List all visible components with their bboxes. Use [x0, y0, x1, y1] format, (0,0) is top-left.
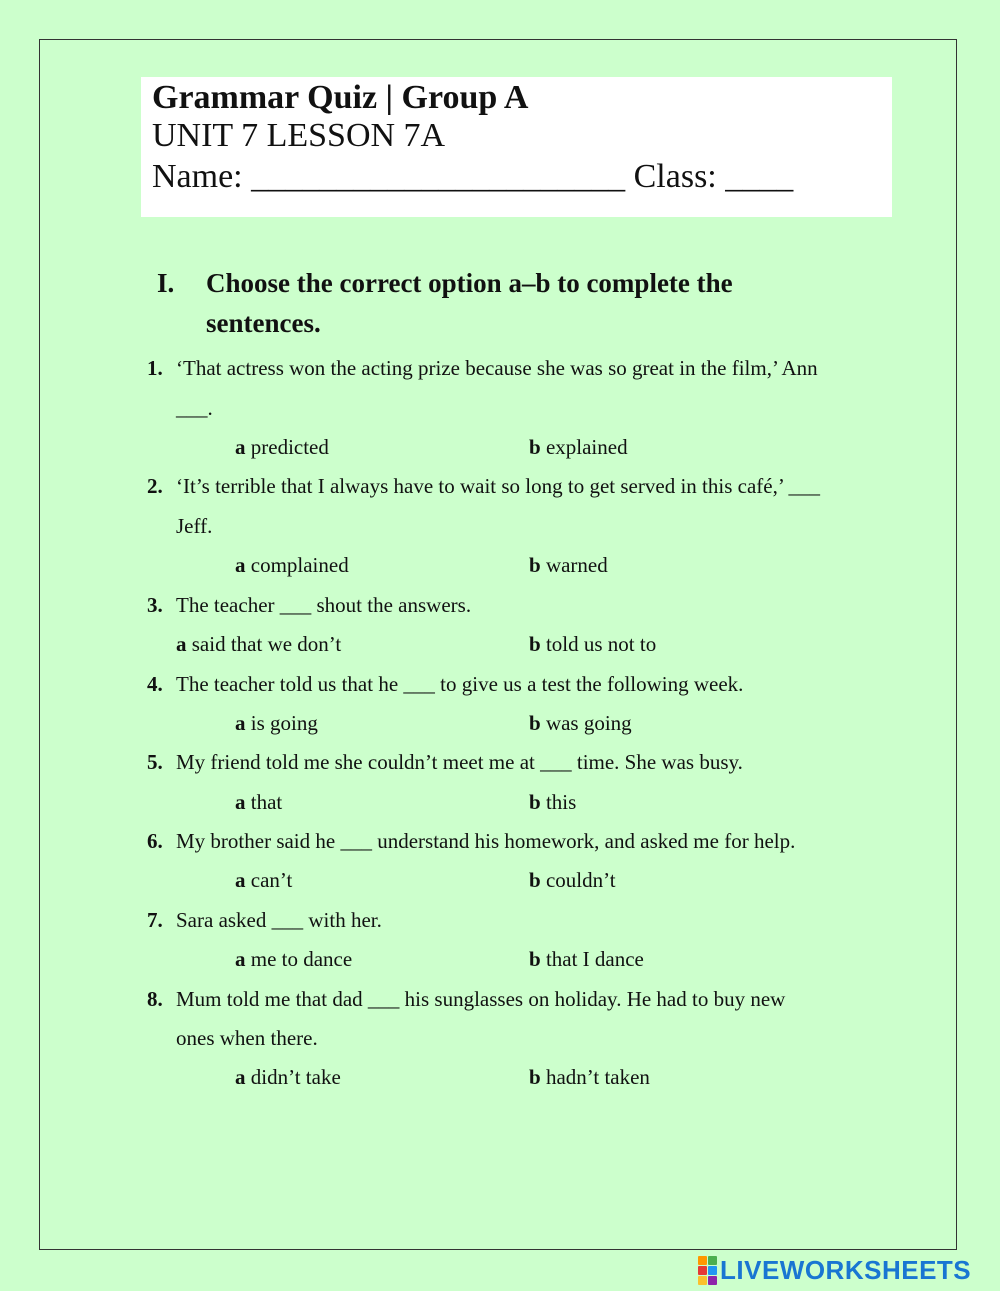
liveworksheets-logo[interactable]: [698, 1255, 971, 1285]
quiz-title: Grammar Quiz | Group A: [152, 79, 529, 116]
option-a[interactable]: a that: [235, 790, 283, 814]
option-a[interactable]: a complained: [235, 553, 349, 577]
worksheet-header: [141, 77, 892, 217]
option-b[interactable]: b was going: [529, 711, 632, 735]
option-b[interactable]: b hadn’t taken: [529, 1065, 650, 1089]
option-a[interactable]: a can’t: [235, 868, 293, 892]
option-b[interactable]: b explained: [529, 435, 628, 459]
option-a[interactable]: a didn’t take: [235, 1065, 341, 1089]
section-number: I.: [157, 268, 175, 298]
option-b[interactable]: b warned: [529, 553, 608, 577]
option-b[interactable]: b told us not to: [529, 632, 657, 656]
section-instruction: Choose the correct option a–b to complete the sentences.: [206, 268, 733, 338]
option-b[interactable]: b that I dance: [529, 947, 644, 971]
option-a[interactable]: a me to dance: [235, 947, 353, 971]
logo-mark-icon: [698, 1256, 717, 1285]
option-a[interactable]: a said that we don’t: [176, 632, 342, 656]
option-a[interactable]: a predicted: [235, 435, 329, 459]
option-b[interactable]: b couldn’t: [529, 868, 616, 892]
option-a[interactable]: a is going: [235, 711, 318, 735]
logo-brand-text: LIVEWORKSHEETS: [720, 1254, 972, 1285]
unit-label: UNIT 7 LESSON 7A: [152, 117, 446, 154]
name-class-line: Name: ______________________ Class: ____: [152, 158, 794, 195]
option-b[interactable]: b this: [529, 790, 577, 814]
